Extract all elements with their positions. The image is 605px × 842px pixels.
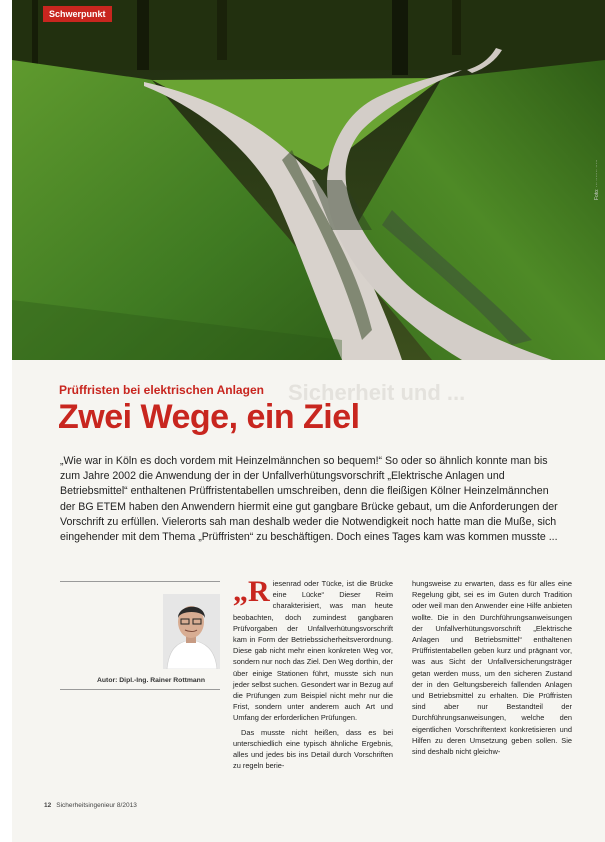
column-1-paragraph-1: iesenrad oder Tücke, ist die Brücke eine Lücke“ Dieser Reim charakterisiert, was man heute beobachten, doch zumindest gangbaren Prüfvorgaben der Unfallverhütungsvorschrift kam in Form der Betriebssicherheitsverordnung. Diese gab nicht mehr einen konkreten Weg vor, sondern nur noch das Ziel. Den Weg dorthin, der über einige Stationen führt, musste sich nun jeder selbst suchen. Gesondert war in Bezug auf die Prüfungen zum Beispiel nicht mehr nur die Frist, sondern unter anderem auch Art und Umfang der erforderlichen Prüfungen.	[233, 579, 393, 723]
article-title: Zwei Wege, ein Ziel	[58, 398, 360, 436]
drop-cap: „R	[233, 575, 270, 608]
column-2-paragraph-1: hungsweise zu erwarten, dass es für alles eine Regelung gibt, sei es im Guten durch Tradition oder weil man den Anwender eine Hilfe anbieten wollte. Die in den Durchführungsanweisungen der Unfallverhütungsvorschrift „Elektrische Anlagen und Betriebsmittel“ enthaltenen Prüffristentabellen geben kurz und prägnant vor, was aus Sicht der Unfallversicherungsträger getan werden muss, um den sicheren Zustand der in den Geltungsbereich fallenden Anlagen und Betriebsmittel zu erhalten. Die Prüffristen sind aber nur Bestandteil der Durchführungsanweisungen, welche den eigentlichen Vorschriftentext konkretisieren und Hilfen zu deren Umsetzung geben sollen. Sie sind deshalb nicht gleichw-	[412, 579, 572, 757]
section-tag: Schwerpunkt	[43, 6, 112, 22]
author-divider-top	[60, 581, 220, 582]
photo-credit: Foto: ··· ······· ·····	[594, 159, 600, 200]
page-footer	[44, 802, 137, 809]
article-lead: „Wie war in Köln es doch vordem mit Heinzelmännchen so bequem!“ So oder so ähnlich konnte man bis zum Jahre 2002 die Anwendung der in der Unfallverhütungsvorschrift „Elektrische Anlagen und Betriebsmittel“ enthaltenen Prüffristentabellen umschreiben, denn die fleißigen Kölner Heinzelmännchen der BG ETEM haben den Anwendern hiermit eine gut gangbare Brücke gebaut, um die Anforderungen der Vorschrift zu erfüllen. Vielerorts sah man deshalb weder die Notwendigkeit noch hatte man die Muße, sich eingehender mit dem Thema „Prüffristen“ zu beschäftigen. Doch eines Tages kam was kommen musste ...	[60, 455, 558, 544]
article-column-2	[412, 578, 572, 760]
column-1-paragraph-2: Das musste nicht heißen, dass es bei unterschiedlich eine typisch ähnliche Ergebnis, alles und jedes bis ins Detail durch Vorschriften zu regeln berie-	[233, 727, 393, 771]
hero-photo	[12, 0, 605, 360]
author-caption: Autor: Dipl.-Ing. Rainer Rottmann	[97, 677, 205, 684]
publication-name: Sicherheitsingenieur 8/2013	[56, 802, 137, 809]
article-kicker: Prüffristen bei elektrischen Anlagen	[59, 383, 264, 397]
author-photo	[163, 594, 220, 669]
article-column-1	[233, 575, 393, 774]
author-divider-bottom	[60, 689, 220, 690]
page-number: 12	[44, 802, 52, 809]
ghost-heading: Sicherheit und ...	[288, 380, 466, 405]
